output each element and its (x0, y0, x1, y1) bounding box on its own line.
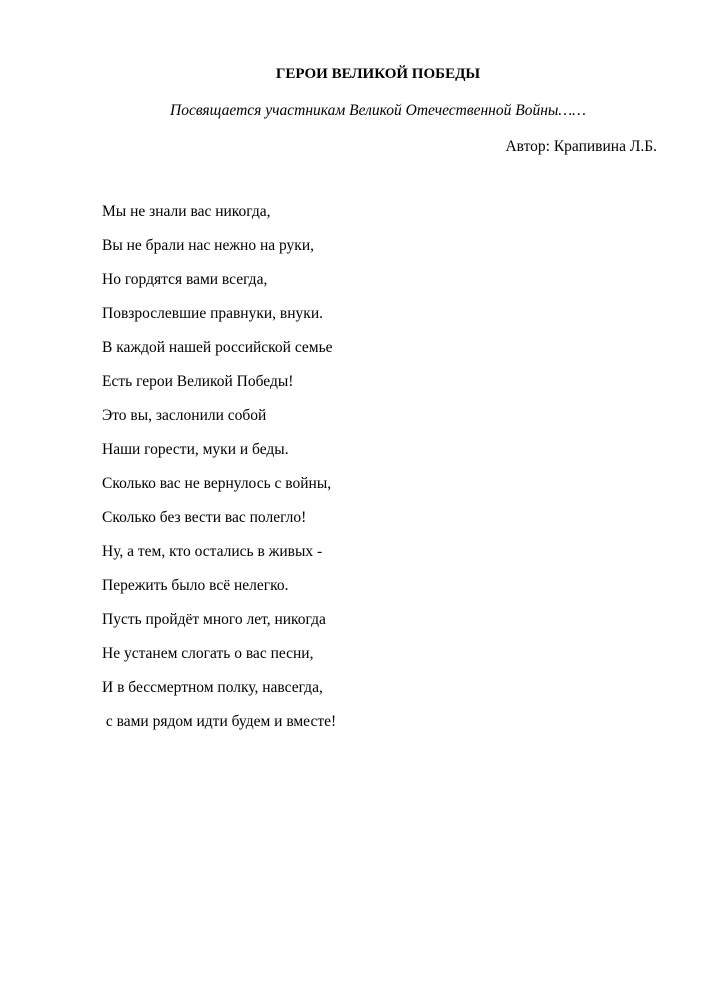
poem-line: Но гордятся вами всегда, (102, 271, 268, 288)
poem-line: Наши горести, муки и беды. (102, 441, 289, 458)
poem-line: Ну, а тем, кто остались в живых - (102, 543, 323, 560)
poem-line: Пережить было всё нелегко. (102, 577, 289, 594)
poem-line: Повзрослевшие правнуки, внуки. (102, 305, 323, 322)
poem-line: В каждой нашей российской семье (102, 339, 333, 356)
poem-line: Сколько без вести вас полегло! (102, 509, 307, 526)
poem-line: Есть герои Великой Победы! (102, 373, 294, 390)
poem-line: с вами рядом идти будем и вместе! (102, 713, 337, 730)
dedication-line: Посвящается участникам Великой Отечественной Войны…… (170, 102, 586, 119)
poem-line: Мы не знали вас никогда, (102, 203, 271, 220)
poem-line: Это вы, заслонили собой (102, 407, 267, 424)
author-line: Автор: Крапивина Л.Б. (505, 138, 657, 155)
poem-line: Вы не брали нас нежно на руки, (102, 237, 315, 254)
poem-line: И в бессмертном полку, навсегда, (102, 679, 323, 696)
poem-line: Сколько вас не вернулось с войны, (102, 475, 332, 492)
poem-line: Не устанем слогать о вас песни, (102, 645, 314, 662)
poem-line: Пусть пройдёт много лет, никогда (102, 611, 326, 628)
poem-title: ГЕРОИ ВЕЛИКОЙ ПОБЕДЫ (275, 66, 481, 82)
poem-body (102, 202, 336, 746)
